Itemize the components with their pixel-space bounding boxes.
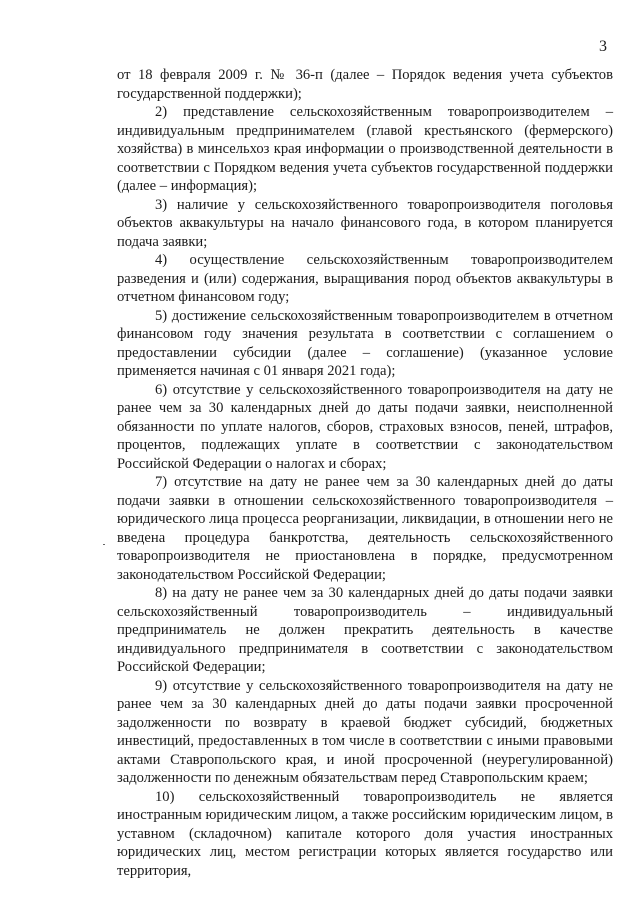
paragraph-item-4: 4) осуществление сельскохозяйственным товаропроизводителем разведения и (или) содержания, выращивания пород объектов аквакультуры в отчетном финансовом году; xyxy=(117,252,613,305)
paragraph-item-2: 2) представление сельскохозяйственным товаропроизводителем – индивидуальным предпринимателем (главой крестьянского (фермерского) хозяйства) в минсельхоз края информации о производственной деятельности в соответствии с Порядком ведения учета субъектов государственной поддержки (далее – информация); xyxy=(117,104,613,194)
paragraph-item-10: 10) сельскохозяйственный товаропроизводитель не является иностранным юридическим лицом, а также российским юридическим лицом, в уставном (складочном) капитале которого доля участия иностранных юридических лиц, местом регистрации которых является государство или территория, xyxy=(117,788,613,879)
paragraph-item-7: 7) отсутствие на дату не ранее чем за 30 календарных дней до даты подачи заявки в отношении сельскохозяйственного товаропроизводителя – юридического лица процесса реорганизации, ликвидации, в отношении него не введена процедура банкротства, деятельность сельскохозяйственного товаропроизводителя не приостановлена в порядке, предусмотренном законодательством Российской Федерации; xyxy=(117,474,613,583)
paragraph-item-5: 5) достижение сельскохозяйственным товаропроизводителем в отчетном финансовом году значения результата в соответствии с соглашением о предоставлении субсидии (далее – соглашение) (указанное условие применяется начиная с 01 января 2021 года); xyxy=(117,307,613,379)
paragraph-item-9: 9) отсутствие у сельскохозяйственного товаропроизводителя на дату не ранее чем за 30 календарных дней до даты подачи заявки просроченной задолженности по возврату в краевой бюджет субсидий, бюджетных инвестиций, предоставленных в том числе в соответствии с иными правовыми актами Ставропольского края, и иной просроченной (неурегулированной) задолженности по денежным обязательствам перед Ставропольским краем; xyxy=(117,677,613,786)
page-number: 3 xyxy=(599,38,607,55)
paragraph-item-3: 3) наличие у сельскохозяйственного товаропроизводителя поголовья объектов аквакультуры на начало финансового года, в котором планируется подача заявки; xyxy=(117,196,613,250)
paragraph-continuation: от 18 февраля 2009 г. № 36-п (далее – Порядок ведения учета субъектов государственной поддержки); xyxy=(117,67,613,102)
document-body xyxy=(117,66,613,880)
paragraph-item-8: 8) на дату не ранее чем за 30 календарных дней до даты подачи заявки сельскохозяйственный товаропроизводитель – индивидуальный предприниматель не должен прекратить деятельность в качестве индивидуального предпринимателя в соответствии с законодательством Российской Федерации; xyxy=(117,585,613,675)
paragraph-item-6: 6) отсутствие у сельскохозяйственного товаропроизводителя на дату не ранее чем за 30 календарных дней до даты подачи заявки, неисполненной обязанности по уплате налогов, сборов, страховых взносов, пеней, штрафов, процентов, подлежащих уплате в соответствии с законодательством Российской Федерации о налогах и сборах; xyxy=(117,381,613,472)
margin-mark xyxy=(103,544,105,545)
